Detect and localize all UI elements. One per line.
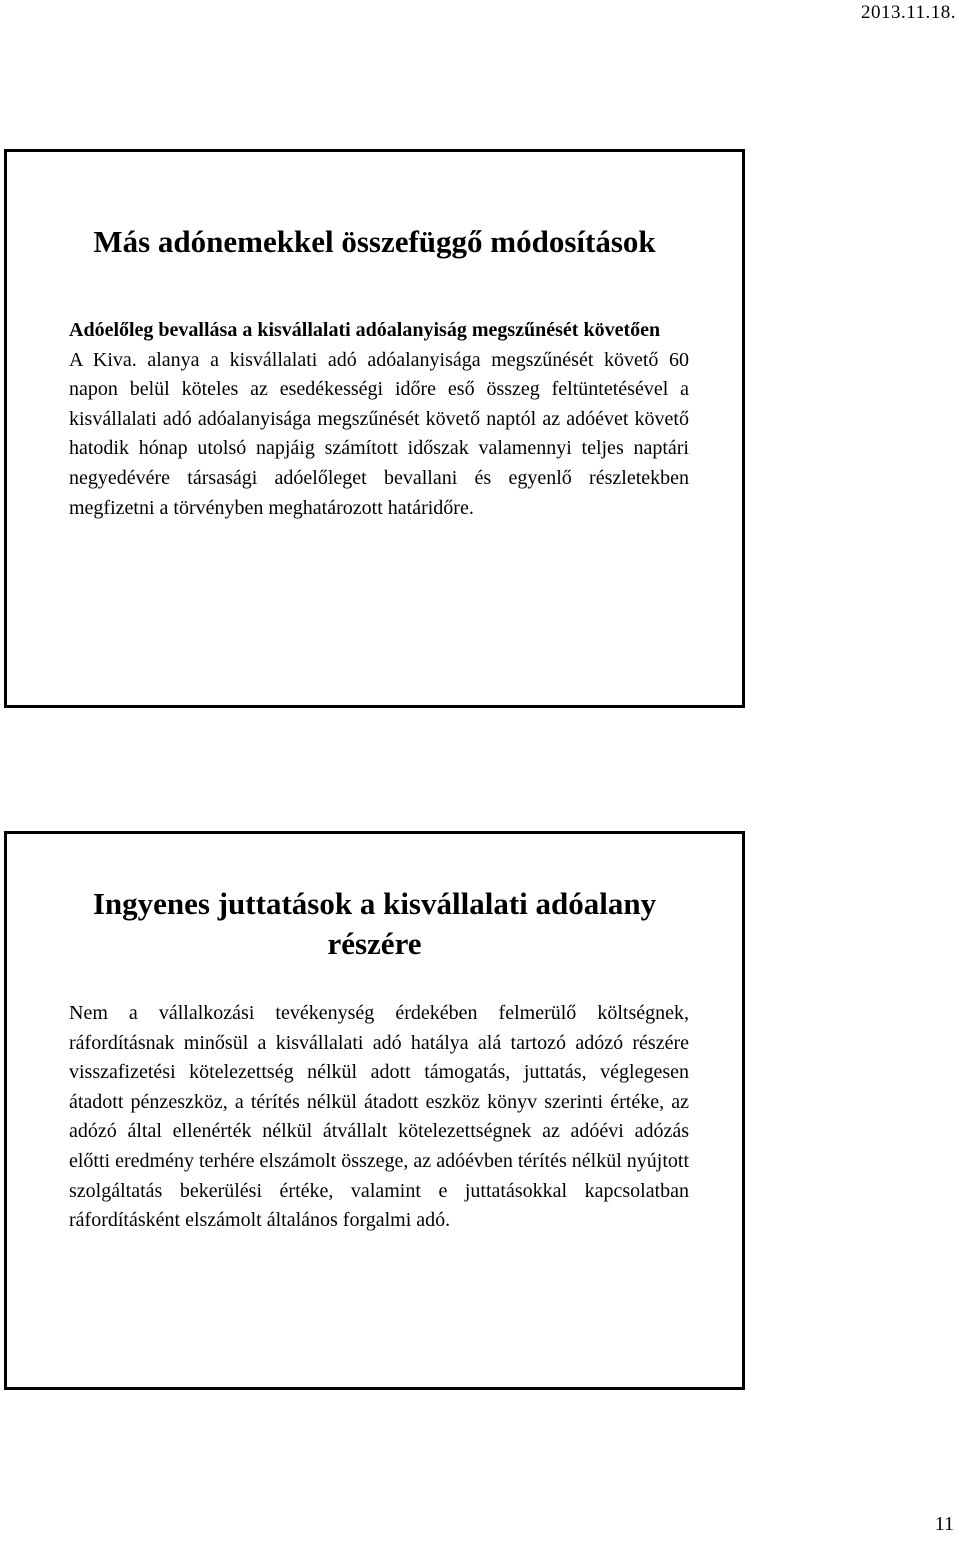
slide-2 [4,831,745,1390]
slide-1 [4,149,745,708]
slide-1-content [69,316,689,523]
print-date: 2013.11.18. [860,2,956,23]
slide-1-subheading: Adóelőleg bevallása a kisvállalati adóalanyiság megszűnését követően [69,319,661,341]
slide-2-body: Nem a vállalkozási tevékenység érdekében felmerülő költségnek, ráfordításnak minősül a kisvállalati adó hatálya alá tartozó adózó részére visszafizetési kötelezettség nélkül adott támogatás, juttatás, véglegesen átadott pénzeszköz, a térítés nélkül átadott eszköz könyv szerinti értéke, az adózó által ellenérték nélkül átvállalt kötelezettségnek az adóévi adózás előtti eredmény terhére elszámolt összege, az adóévben térítés nélkül nyújtott szolgáltatás bekerülési értéke, valamint e juttatásokkal kapcsolatban ráfordításként elszámolt általános forgalmi adó. [69,1002,689,1232]
slide-1-body: A Kiva. alanya a kisvállalati adó adóalanyisága megszűnését követő 60 napon belül köteles az esedékességi időre eső összeg feltüntetésével a kisvállalati adó adóalanyisága megszűnését követő naptól az adóévet követő hatodik hónap utolsó napjáig számított időszak valamennyi teljes naptári negyedévére társasági adóelőleget bevallani és egyenlő részletekben megfizetni a törvényben meghatározott határidőre. [69,348,689,519]
slide-2-content [69,999,689,1236]
slide-1-title: Más adónemekkel összefüggő módosítások [93,224,656,259]
page-number: 11 [934,1513,954,1535]
slide-2-title: Ingyenes juttatások a kisvállalati adóalany részére [92,886,657,961]
